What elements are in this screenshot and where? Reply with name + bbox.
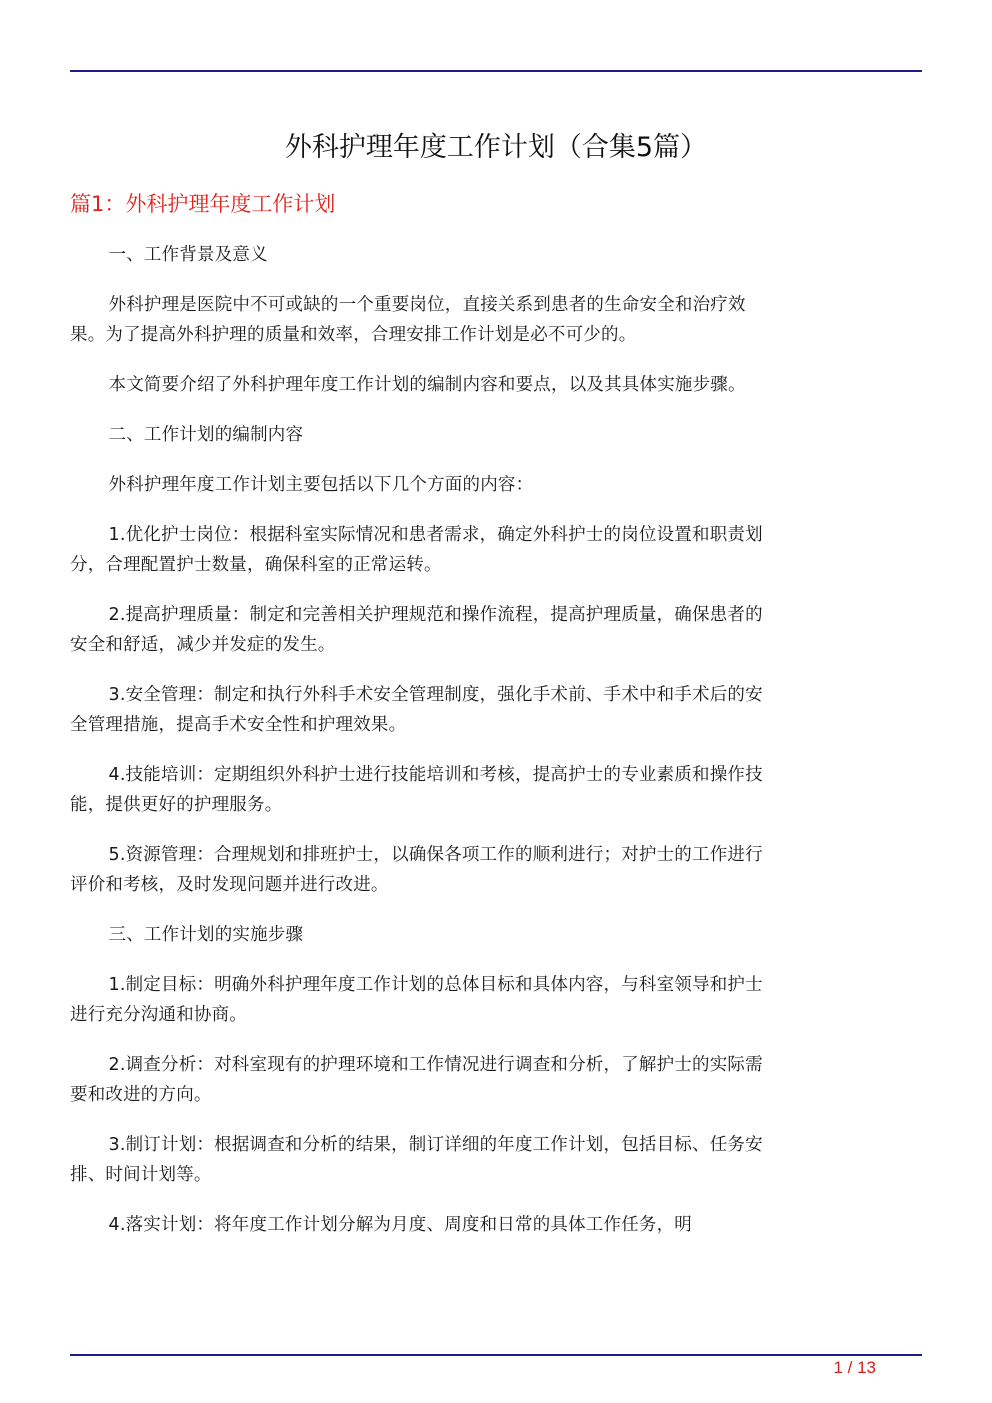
paragraph: 本文简要介绍了外科护理年度工作计划的编制内容和要点，以及其具体实施步骤。 <box>108 375 746 395</box>
section-heading: 篇1：外科护理年度工作计划 <box>70 192 336 216</box>
footer-rule <box>70 1354 922 1356</box>
paragraph: 2.调查分析：对科室现有的护理环境和工作情况进行调查和分析，了解护士的实际需要和改进的方向。 <box>70 1055 763 1105</box>
paragraph: 2.提高护理质量：制定和完善相关护理规范和操作流程，提高护理质量，确保患者的安全和舒适，减少并发症的发生。 <box>70 605 763 655</box>
paragraph: 二、工作计划的编制内容 <box>108 425 304 445</box>
paragraph: 3.制订计划：根据调查和分析的结果，制订详细的年度工作计划，包括目标、任务安排、时间计划等。 <box>70 1135 763 1185</box>
paragraph: 4.落实计划：将年度工作计划分解为月度、周度和日常的具体工作任务，明 <box>108 1215 692 1235</box>
header-rule <box>70 70 922 72</box>
paragraph: 4.技能培训：定期组织外科护士进行技能培训和考核，提高护士的专业素质和操作技能，提供更好的护理服务。 <box>70 765 763 815</box>
paragraph: 3.安全管理：制定和执行外科手术安全管理制度，强化手术前、手术中和手术后的安全管理措施，提高手术安全性和护理效果。 <box>70 685 763 735</box>
paragraph: 一、工作背景及意义 <box>108 245 268 265</box>
paragraph: 1.优化护士岗位：根据科室实际情况和患者需求，确定外科护士的岗位设置和职责划分，合理配置护士数量，确保科室的正常运转。 <box>70 525 763 575</box>
page-number: 1 / 13 <box>833 1358 876 1377</box>
document-body <box>70 240 764 1260</box>
paragraph: 外科护理是医院中不可或缺的一个重要岗位，直接关系到患者的生命安全和治疗效果。为了提高外科护理的质量和效率，合理安排工作计划是必不可少的。 <box>70 295 746 345</box>
paragraph: 1.制定目标：明确外科护理年度工作计划的总体目标和具体内容，与科室领导和护士进行充分沟通和协商。 <box>70 975 763 1025</box>
paragraph: 三、工作计划的实施步骤 <box>108 925 304 945</box>
paragraph: 外科护理年度工作计划主要包括以下几个方面的内容： <box>108 475 534 495</box>
paragraph: 5.资源管理：合理规划和排班护士，以确保各项工作的顺利进行；对护士的工作进行评价和考核，及时发现问题并进行改进。 <box>70 845 763 895</box>
document-title: 外科护理年度工作计划（合集5篇） <box>284 132 708 163</box>
